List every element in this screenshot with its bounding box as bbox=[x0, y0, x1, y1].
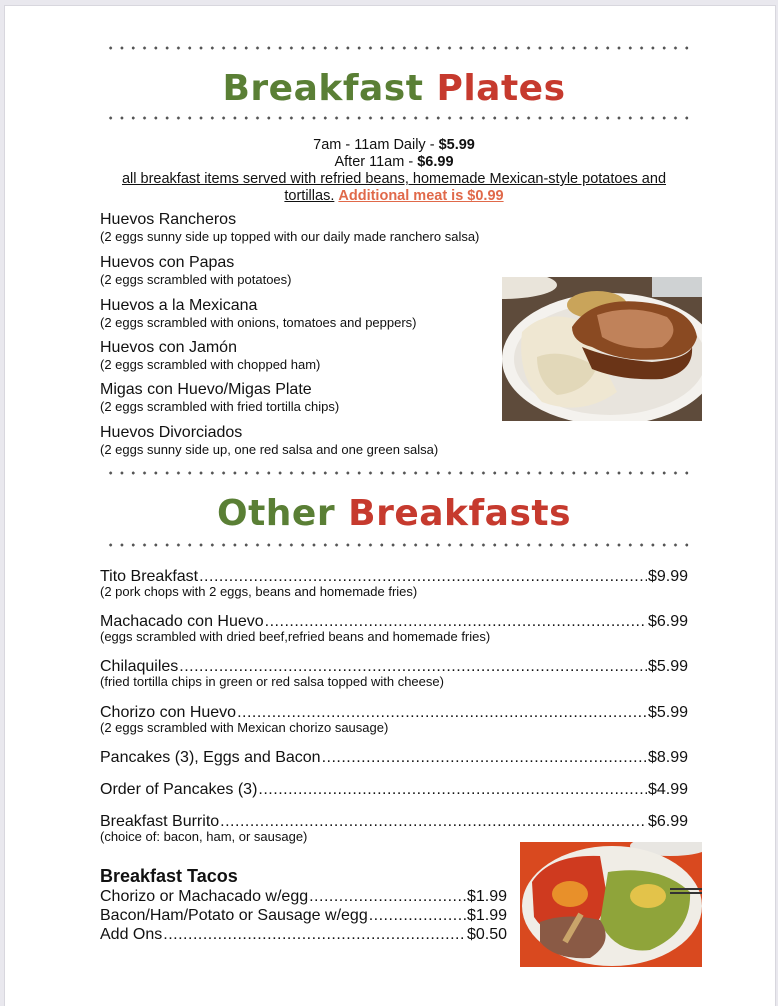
item-desc: (2 eggs scrambled with Mexican chorizo sausage) bbox=[100, 720, 389, 735]
additional-meat-note: Additional meat is $0.99 bbox=[338, 188, 504, 204]
item-price: $0.50 bbox=[466, 926, 507, 943]
dot-leader bbox=[369, 906, 466, 925]
plate-item bbox=[100, 381, 339, 415]
plate-name: Huevos Rancheros bbox=[100, 211, 237, 228]
item-price: $9.99 bbox=[647, 568, 688, 585]
hours-line-2: After 11am - bbox=[334, 154, 418, 170]
item-price: $5.99 bbox=[647, 704, 688, 721]
title-word-red: Breakfasts bbox=[348, 493, 572, 534]
item-name: Bacon/Ham/Potato or Sausage w/egg bbox=[100, 907, 368, 924]
dotted-divider bbox=[105, 471, 693, 475]
plate-desc: (2 eggs scrambled with onions, tomatoes and peppers) bbox=[100, 315, 417, 330]
taco-item bbox=[100, 925, 507, 944]
plate-name: Huevos a la Mexicana bbox=[100, 297, 258, 314]
tacos-heading: Breakfast Tacos bbox=[100, 866, 238, 886]
taco-item bbox=[100, 887, 507, 906]
plate-name: Huevos Divorciados bbox=[100, 424, 243, 441]
dot-leader bbox=[199, 569, 647, 585]
plate-desc: (2 eggs sunny side up, one red salsa and one green salsa) bbox=[100, 442, 439, 457]
item-price: $4.99 bbox=[647, 781, 688, 798]
plate-item bbox=[100, 339, 320, 373]
item-desc: (choice of: bacon, ham, or sausage) bbox=[100, 829, 308, 844]
item-price: $1.99 bbox=[466, 888, 507, 905]
item-name: Order of Pancakes (3) bbox=[100, 781, 258, 798]
breakfast-plates-title bbox=[5, 68, 778, 109]
dot-leader bbox=[163, 925, 466, 944]
item-name: Breakfast Burrito bbox=[100, 813, 220, 830]
plate-desc: (2 eggs scrambled with chopped ham) bbox=[100, 357, 321, 372]
plate-item bbox=[100, 211, 479, 245]
plate-item bbox=[100, 297, 417, 331]
item-price: $6.99 bbox=[647, 613, 688, 630]
dot-leader bbox=[265, 614, 647, 630]
menu-item bbox=[100, 705, 688, 734]
item-name: Pancakes (3), Eggs and Bacon bbox=[100, 749, 321, 766]
item-name: Chilaquiles bbox=[100, 658, 179, 675]
item-name: Machacado con Huevo bbox=[100, 613, 264, 630]
item-price: $8.99 bbox=[647, 749, 688, 766]
hours-price-2: $6.99 bbox=[417, 154, 454, 170]
hours-line-1: 7am - 11am Daily - bbox=[313, 137, 439, 153]
dot-leader bbox=[258, 782, 647, 798]
served-with-note: all breakfast items served with refried beans, homemade Mexican-style potatoes and tortillas. bbox=[121, 171, 667, 204]
other-breakfasts-title bbox=[5, 493, 778, 534]
huevos-divorciados-photo bbox=[520, 842, 702, 967]
dotted-divider bbox=[105, 116, 693, 120]
menu-item bbox=[100, 750, 688, 766]
hours-price-1: $5.99 bbox=[438, 137, 475, 153]
item-name: Chorizo con Huevo bbox=[100, 704, 237, 721]
dot-leader bbox=[220, 814, 647, 830]
item-name: Chorizo or Machacado w/egg bbox=[100, 888, 309, 905]
item-price: $5.99 bbox=[647, 658, 688, 675]
item-desc: (fried tortilla chips in green or red salsa topped with cheese) bbox=[100, 674, 444, 689]
plate-desc: (2 eggs scrambled with potatoes) bbox=[100, 272, 292, 287]
plate-name: Huevos con Jamón bbox=[100, 339, 237, 356]
menu-item bbox=[100, 569, 688, 598]
dot-leader bbox=[309, 887, 466, 906]
item-price: $6.99 bbox=[647, 813, 688, 830]
menu-item bbox=[100, 614, 688, 643]
item-desc: (2 pork chops with 2 eggs, beans and homemade fries) bbox=[100, 584, 418, 599]
plate-name: Migas con Huevo/Migas Plate bbox=[100, 381, 312, 398]
menu-item bbox=[100, 659, 688, 688]
hours-info bbox=[5, 137, 778, 205]
plate-desc: (2 eggs sunny side up topped with our daily made ranchero salsa) bbox=[100, 229, 480, 244]
dotted-divider bbox=[105, 543, 693, 547]
plate-desc: (2 eggs scrambled with fried tortilla chips) bbox=[100, 399, 340, 414]
plate-item bbox=[100, 254, 291, 288]
dot-leader bbox=[322, 750, 647, 766]
plate-item bbox=[100, 424, 438, 458]
pork-chops-eggs-photo bbox=[502, 277, 702, 421]
item-name: Tito Breakfast bbox=[100, 568, 199, 585]
plate-name: Huevos con Papas bbox=[100, 254, 235, 271]
breakfast-tacos-section bbox=[100, 865, 507, 944]
title-word-green: Breakfast bbox=[222, 68, 424, 109]
dot-leader bbox=[179, 659, 647, 675]
item-desc: (eggs scrambled with dried beef,refried beans and homemade fries) bbox=[100, 629, 491, 644]
dotted-divider bbox=[105, 46, 693, 50]
item-name: Add Ons bbox=[100, 926, 163, 943]
menu-page bbox=[4, 5, 776, 1006]
title-word-green: Other bbox=[216, 493, 336, 534]
dot-leader bbox=[237, 705, 647, 721]
menu-item bbox=[100, 782, 688, 798]
item-price: $1.99 bbox=[466, 907, 507, 924]
menu-item bbox=[100, 814, 688, 843]
taco-item bbox=[100, 906, 507, 925]
title-word-red: Plates bbox=[436, 68, 566, 109]
